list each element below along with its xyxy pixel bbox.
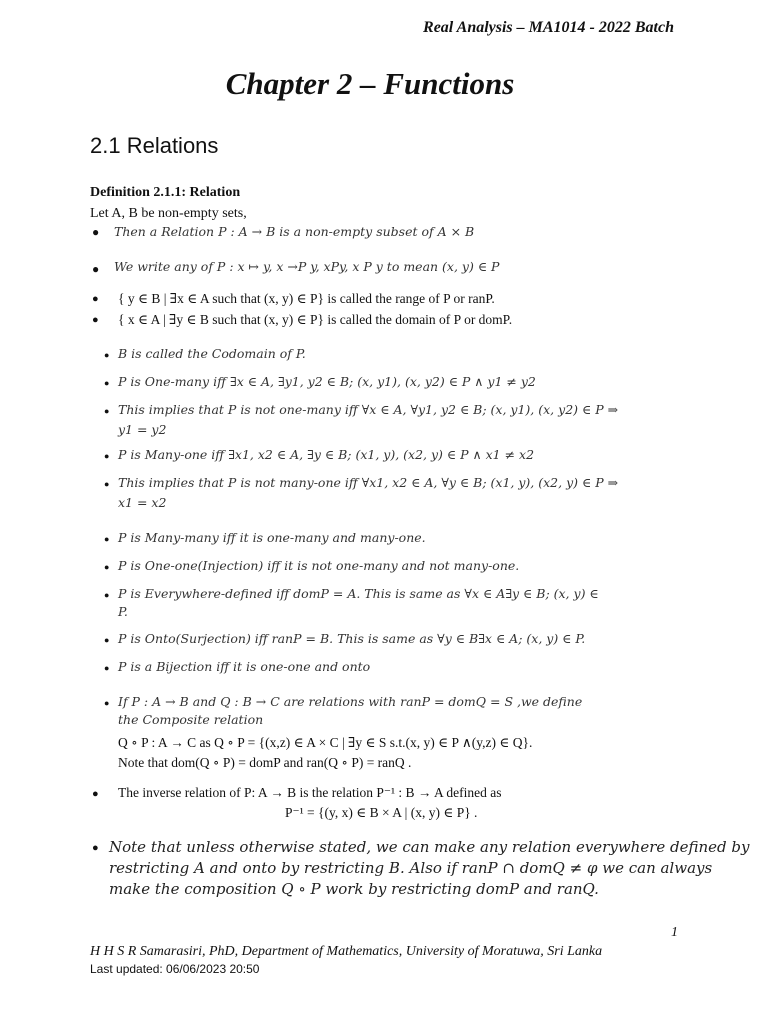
bullet-injection: P is One-one(Injection) iff it is not one-many and not many-one. — [118, 558, 520, 573]
bullet-many-many: P is Many-many iff it is one-many and many-one. — [118, 530, 426, 545]
bullet-range: { y ∈ B | ∃x ∈ A such that (x, y) ∈ P} is called the range of P or ranP. — [118, 291, 495, 306]
bullet-dot: ● — [92, 788, 99, 800]
bullet-inverse: The inverse relation of P: A → B is the relation P⁻¹ : B → A defined as — [118, 785, 502, 800]
definition-heading: Definition 2.1.1: Relation — [90, 185, 241, 200]
bullet-final-note-cont2: make the composition Q ∘ P work by restricting domP and ranQ. — [109, 880, 599, 898]
bullet-surjection: P is Onto(Surjection) iff ranP = B. This is same as ∀y ∈ B∃x ∈ A; (x, y) ∈ P. — [118, 631, 586, 646]
bullet-dot: ● — [104, 590, 110, 600]
bullet-dot: ● — [104, 635, 110, 645]
bullet-dot: ● — [92, 225, 100, 239]
header-title: Real Analysis – MA1014 - 2022 Batch — [423, 19, 674, 36]
bullet-composite: If P : A → B and Q : B → C are relations with ranP = domQ = S ,we define — [118, 694, 583, 709]
chapter-title: Chapter 2 – Functions — [225, 66, 515, 101]
bullet-dot: ● — [92, 842, 99, 854]
definition-intro: Let A, B be non-empty sets, — [90, 206, 247, 221]
bullet-relation-def: Then a Relation P : A → B is a non-empty subset of A × B — [114, 224, 475, 239]
bullet-everywhere-defined-cont: P. — [118, 604, 128, 619]
bullet-not-one-many: This implies that P is not one-many iff ∀x ∈ A, ∀y1, y2 ∈ B; (x, y1), (x, y2) ∈ P ⇒ — [118, 402, 619, 417]
composite-note: Note that dom(Q ∘ P) = domP and ran(Q ∘ P) = ranQ . — [118, 755, 412, 770]
bullet-dot: ● — [104, 451, 110, 461]
section-title: 2.1 Relations — [90, 133, 219, 158]
bullet-not-many-one: This implies that P is not many-one iff ∀x1, x2 ∈ A, ∀y ∈ B; (x1, y), (x2, y) ∈ P ⇒ — [118, 475, 619, 490]
bullet-dot: ● — [104, 378, 110, 388]
bullet-not-one-many-cont: y1 = y2 — [118, 422, 167, 437]
bullet-dot: ● — [92, 262, 100, 276]
bullet-dot: ● — [104, 534, 110, 544]
bullet-dot: ● — [92, 293, 99, 305]
composite-formula: Q ∘ P : A → C as Q ∘ P = {(x,z) ∈ A × C | ∃y ∈ S s.t.(x, y) ∈ P ∧(y,z) ∈ Q}. — [118, 735, 533, 750]
bullet-everywhere-defined: P is Everywhere-defined iff domP = A. This is same as ∀x ∈ A∃y ∈ B; (x, y) ∈ — [118, 586, 599, 601]
footer-author: H H S R Samarasiri, PhD, Department of Mathematics, University of Moratuwa, Sri Lanka — [90, 944, 603, 959]
bullet-dot: ● — [104, 562, 110, 572]
bullet-composite-cont: the Composite relation — [118, 712, 264, 727]
bullet-dot: ● — [104, 406, 110, 416]
bullet-notation: We write any of P : x ↦ y, x →P y, xPy, x P y to mean (x, y) ∈ P — [114, 259, 500, 274]
inverse-formula: P⁻¹ = {(y, x) ∈ B × A | (x, y) ∈ P} . — [285, 805, 478, 820]
bullet-dot: ● — [104, 663, 110, 673]
bullet-dot: ● — [104, 698, 110, 708]
bullet-bijection: P is a Bijection iff it is one-one and onto — [118, 659, 371, 674]
bullet-final-note-cont1: restricting A and onto by restricting B. Also if ranP ∩ domQ ≠ φ we can always — [109, 859, 713, 877]
bullet-dot: ● — [104, 350, 110, 360]
bullet-codomain: B is called the Codomain of P. — [118, 346, 306, 361]
bullet-many-one: P is Many-one iff ∃x1, x2 ∈ A, ∃y ∈ B; (x1, y), (x2, y) ∈ P ∧ x1 ≠ x2 — [118, 447, 535, 462]
footer-updated: Last updated: 06/06/2023 20:50 — [90, 962, 260, 976]
bullet-final-note: Note that unless otherwise stated, we can make any relation everywhere defined by — [109, 838, 750, 856]
bullet-one-many: P is One-many iff ∃x ∈ A, ∃y1, y2 ∈ B; (x, y1), (x, y2) ∈ P ∧ y1 ≠ y2 — [118, 374, 536, 389]
bullet-dot: ● — [104, 479, 110, 489]
bullet-domain: { x ∈ A | ∃y ∈ B such that (x, y) ∈ P} is called the domain of P or domP. — [118, 312, 513, 327]
bullet-not-many-one-cont: x1 = x2 — [118, 495, 167, 510]
page-number: 1 — [671, 925, 678, 940]
bullet-dot: ● — [92, 314, 99, 326]
